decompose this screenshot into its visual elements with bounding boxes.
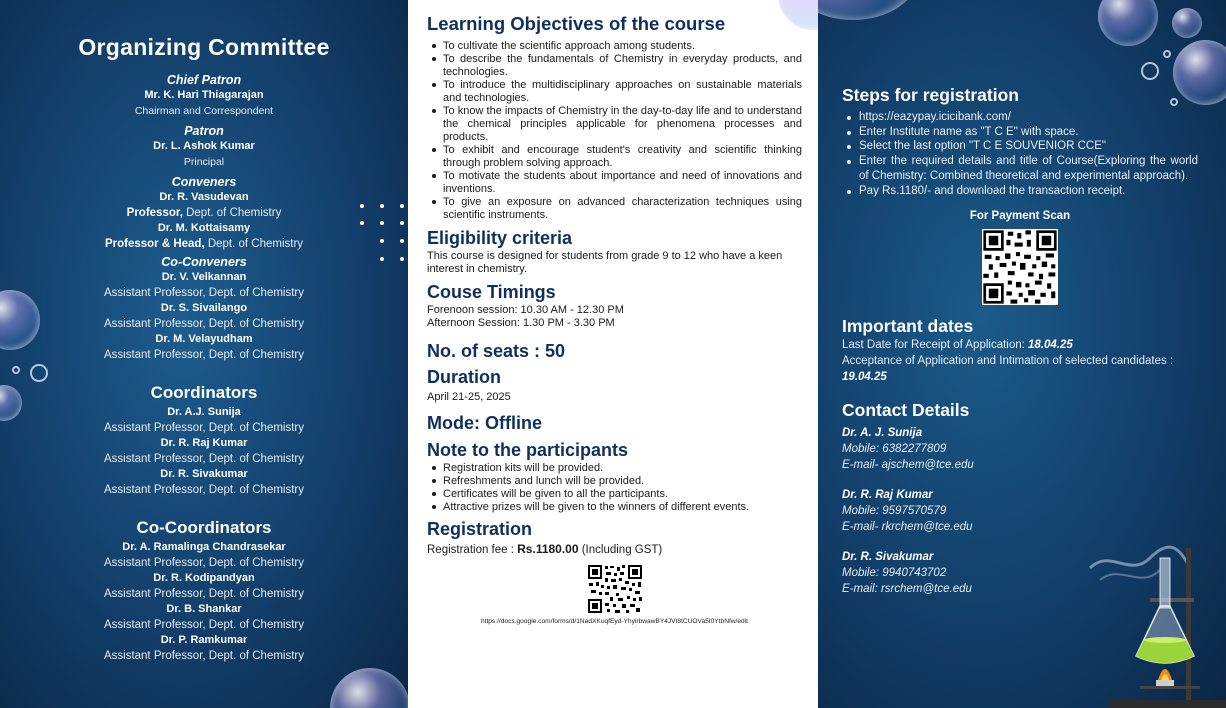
contact-mobile: Mobile: 6382277809: [842, 443, 947, 456]
acceptance-date-text: Acceptance of Application and Intimation of selected candidates : 19.04.25: [842, 355, 1174, 384]
co-convener-name: Dr. S. Sivailango: [160, 302, 248, 314]
important-dates-title: Important dates: [842, 316, 974, 337]
steps-title: Steps for registration: [842, 85, 1019, 105]
co-convener-desc: Assistant Professor, Dept. of Chemistry: [103, 287, 305, 299]
co-convener-name: Dr. V. Velkannan: [161, 271, 247, 283]
co-coordinator-desc: Assistant Professor, Dept. of Chemistry: [103, 619, 305, 631]
contact-name: Dr. R. Raj Kumar: [842, 489, 933, 502]
organizing-panel: [0, 0, 408, 708]
co-convener-desc: Assistant Professor, Dept. of Chemistry: [103, 349, 305, 361]
registration-form-link[interactable]: https://docs.google.com/forms/d/1NadXKuqfEyd-YhyirbwawBY4JVI8tCUOVa5I0YtbNfw/edit: [480, 618, 749, 625]
last-date-text: Last Date for Receipt of Application: 18.04.25: [842, 339, 1073, 352]
coordinator-name: Dr. R. Sivakumar: [160, 468, 248, 480]
coordinator-name: Dr. A.J. Sunija: [167, 406, 241, 418]
objective-item: To give an exposure on advanced characterization techniques using scientific instruments.: [427, 196, 802, 222]
forenoon-session: Forenoon session: 10.30 AM - 12.30 PM: [427, 304, 624, 316]
objectives-list: [427, 40, 802, 222]
co-coordinator-name: Dr. A. Ramalinga Chandrasekar: [122, 541, 286, 553]
objectives-title: Learning Objectives of the course: [427, 13, 726, 34]
patron-name: Dr. L. Ashok Kumar: [153, 140, 255, 152]
contact-email[interactable]: E-mail- ajschem@tce.edu: [842, 459, 974, 472]
qr-code-icon[interactable]: [982, 229, 1058, 305]
qr-code-icon[interactable]: [587, 564, 643, 614]
coordinator-desc: Assistant Professor, Dept. of Chemistry: [103, 453, 305, 465]
bubble-decoration: [1172, 8, 1202, 38]
objective-item: To introduce the multidisciplinary approaches on sustainable materials and technologies.: [427, 79, 802, 105]
bubble-decoration: [1098, 0, 1158, 46]
convener-name: Dr. R. Vasudevan: [159, 191, 249, 203]
step-item: Select the last option "T C E SOUVENIOR CCE": [842, 139, 1198, 154]
co-convener-name: Dr. M. Velayudham: [155, 333, 253, 345]
eligibility-title: Eligibility criteria: [427, 228, 573, 248]
co-coordinator-desc: Assistant Professor, Dept. of Chemistry: [103, 650, 305, 662]
bubble-decoration: [330, 668, 408, 708]
patron-role: Patron: [184, 124, 224, 138]
duration-text: April 21-25, 2025: [427, 391, 511, 403]
note-title: Note to the participants: [427, 440, 629, 460]
step-item[interactable]: https://eazypay.icicibank.com/: [842, 110, 1198, 125]
mode-heading: Mode: Offline: [427, 413, 542, 433]
contact-email[interactable]: E-mail- rkrchem@tce.edu: [842, 521, 973, 534]
bubble-decoration: [1163, 50, 1171, 58]
objective-item: To motivate the students about importance and need of innovations and inventions.: [427, 170, 802, 196]
organizing-committee-title: Organizing Committee: [78, 34, 330, 60]
contact-block: [842, 425, 1198, 473]
patron-desc: Principal: [183, 156, 225, 168]
bubble-decoration: [818, 0, 918, 20]
notes-list: [427, 462, 802, 514]
co-coordinators-title: Co-Coordinators: [136, 518, 272, 537]
registration-fee: Registration fee : Rs.1180.00 (Including GST): [427, 542, 663, 556]
flask-illustration: [1080, 528, 1226, 708]
timings-title: Couse Timings: [427, 282, 556, 302]
duration-title: Duration: [427, 367, 501, 387]
coordinator-desc: Assistant Professor, Dept. of Chemistry: [103, 484, 305, 496]
note-item: Attractive prizes will be given to the winners of different events.: [427, 501, 802, 514]
chief-patron-role: Chief Patron: [166, 73, 242, 87]
step-item: Enter the required details and title of Course(Exploring the world of Chemistry: Combined theoretical and experimental approach).: [842, 154, 1198, 183]
contact-email[interactable]: E-mail: rsrchem@tce.edu: [842, 583, 972, 596]
objective-item: To describe the fundamentals of Chemistry in everyday products, and technologies.: [427, 53, 802, 79]
convener-desc: Professor, Dept. of Chemistry: [126, 207, 282, 219]
chief-patron-desc: Chairman and Correspondent: [134, 105, 274, 117]
chief-patron-name: Mr. K. Hari Thiagarajan: [144, 89, 264, 101]
step-item: Enter Institute name as "T C E" with space.: [842, 125, 1198, 140]
co-coordinator-name: Dr. B. Shankar: [166, 603, 242, 615]
contact-mobile: Mobile: 9940743702: [842, 567, 947, 580]
contact-name: Dr. R. Sivakumar: [842, 551, 934, 564]
co-coordinator-name: Dr. R. Kodipandyan: [153, 572, 255, 584]
convener-name: Dr. M. Kottaisamy: [157, 222, 251, 234]
conveners-role: Conveners: [171, 175, 237, 189]
convener-desc: Professor & Head, Dept. of Chemistry: [104, 238, 304, 250]
payment-scan-label: For Payment Scan: [969, 210, 1071, 223]
objective-item: To know the impacts of Chemistry in the day-to-day life and to understand the chemical principles applicable for phenomena processes and products.: [427, 105, 802, 144]
objective-item: To cultivate the scientific approach among students.: [427, 40, 802, 53]
afternoon-session: Afternoon Session: 1.30 PM - 3.30 PM: [427, 317, 615, 329]
contact-mobile: Mobile: 9597570579: [842, 505, 947, 518]
note-item: Refreshments and lunch will be provided.: [427, 475, 802, 488]
coordinator-desc: Assistant Professor, Dept. of Chemistry: [103, 422, 305, 434]
bubble-decoration: [1141, 62, 1159, 80]
contact-details-title: Contact Details: [842, 400, 970, 421]
co-coordinator-desc: Assistant Professor, Dept. of Chemistry: [103, 557, 305, 569]
co-coordinator-desc: Assistant Professor, Dept. of Chemistry: [103, 588, 305, 600]
eligibility-text: This course is designed for students from grade 9 to 12 who have a keen interest in chemistry.: [427, 250, 783, 275]
seats-heading: No. of seats : 50: [427, 341, 566, 361]
steps-list: [842, 110, 1198, 198]
note-item: Registration kits will be provided.: [427, 462, 802, 475]
objective-item: To exhibit and encourage student's creativity and scientific thinking through problem solving approach.: [427, 144, 802, 170]
note-item: Certificates will be given to all the participants.: [427, 488, 802, 501]
step-item: Pay Rs.1180/- and download the transaction receipt.: [842, 184, 1198, 199]
coordinators-title: Coordinators: [150, 383, 258, 402]
registration-panel: [818, 0, 1226, 708]
registration-title: Registration: [427, 519, 533, 539]
co-coordinator-name: Dr. P. Ramkumar: [160, 634, 248, 646]
coordinator-name: Dr. R. Raj Kumar: [160, 437, 248, 449]
co-convener-desc: Assistant Professor, Dept. of Chemistry: [103, 318, 305, 330]
co-conveners-role: Co-Conveners: [161, 255, 247, 269]
contact-name: Dr. A. J. Sunija: [842, 427, 923, 440]
course-info-panel: [408, 0, 818, 708]
